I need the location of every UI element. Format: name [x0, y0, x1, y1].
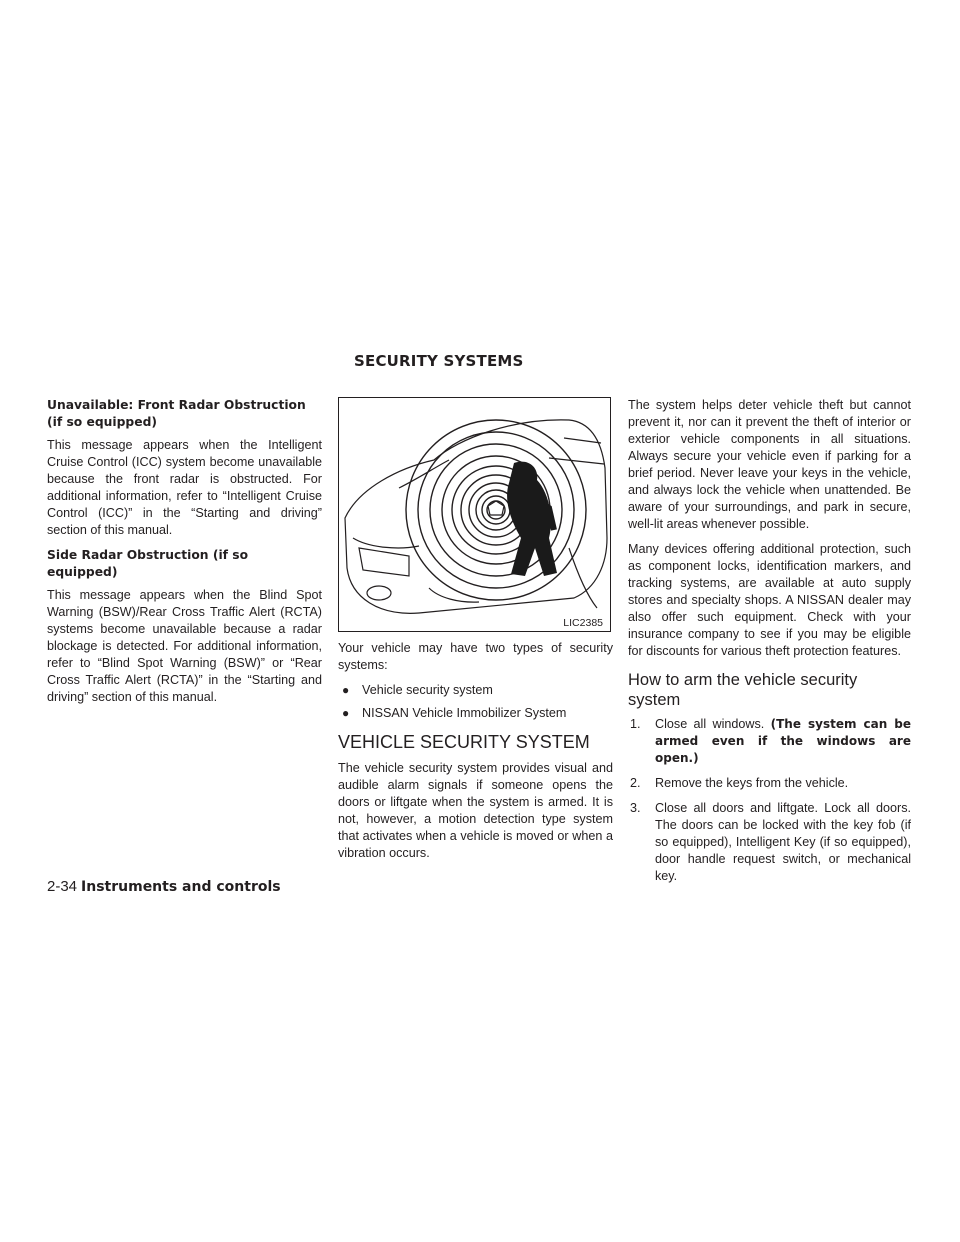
bullet-icon: ●	[342, 706, 350, 720]
chapter-title: Instruments and controls	[81, 879, 281, 895]
step-item: 1. Close all windows. (The system can be armed even if the windows are open.)	[630, 717, 912, 765]
paragraph-devices: Many devices offering additional protection, such as component locks, identification markers, and tracking systems, are available at auto supply stores and specialty shops. A NISSAN dealer may also offer such equipment. Check with your insurance company to see if you may be eligible for discounts for various theft protection features.	[628, 542, 911, 658]
column-right	[628, 397, 911, 893]
security-types-list	[338, 682, 613, 722]
heading-vehicle-security: VEHICLE SECURITY SYSTEM	[338, 732, 590, 752]
security-illustration	[338, 397, 611, 632]
list-item: ● NISSAN Vehicle Immobilizer System	[342, 706, 567, 720]
heading-arm-system: How to arm the vehicle security system	[628, 671, 858, 709]
section-title: SECURITY SYSTEMS	[354, 352, 524, 370]
column-middle	[338, 397, 613, 870]
paragraph-side-radar: This message appears when the Blind Spot Warning (BSW)/Rear Cross Traffic Alert (RCTA) systems become unavailable because a radar blockage is detected. For additional information, refer to “Blind Spot Warning (BSW)” or “Rear Cross Traffic Alert (RCTA)” in the “Starting and driving” section of this manual.	[47, 588, 322, 704]
paragraph-vehicle-security: The vehicle security system provides visual and audible alarm signals if someone opens the doors or liftgate when the system is armed. It is not, however, a motion detection type system that activates when a vehicle is moved or when a vibration occurs.	[338, 761, 613, 860]
column-left	[47, 397, 322, 714]
subheading-side-radar: Side Radar Obstruction (if so equipped)	[47, 548, 249, 579]
page-footer	[47, 878, 281, 895]
page-number: 2-34	[47, 878, 78, 895]
subheading-front-radar: Unavailable: Front Radar Obstruction (if so equipped)	[47, 398, 306, 429]
paragraph-front-radar: This message appears when the Intelligent Cruise Control (ICC) system become unavailable because the front radar is obstructed. For additional information, refer to “Intelligent Cruise Control (ICC)” in the “Starting and driving” section of this manual.	[47, 438, 322, 537]
figure-id: LIC2385	[563, 617, 603, 629]
arming-steps	[628, 716, 911, 885]
list-item: ● Vehicle security system	[342, 683, 493, 697]
bullet-icon: ●	[342, 683, 350, 697]
vehicle-alarm-illustration	[339, 398, 611, 632]
paragraph-intro: Your vehicle may have two types of security systems:	[338, 641, 613, 672]
step-item: 3. Close all doors and liftgate. Lock all doors. The doors can be locked with the key fob (if so equipped), Intelligent Key (if so equipped), door handle request switch, or mechanical key.	[630, 801, 911, 883]
paragraph-deter-theft: The system helps deter vehicle theft but cannot prevent it, nor can it prevent the theft of interior or exterior vehicle components in all situations. Always secure your vehicle even if parking for a brief period. Never leave your keys in the vehicle, and always lock the vehicle when unattended. Be aware of your surroundings, and park in secure, well-lit areas whenever possible.	[628, 398, 911, 531]
step-item: 2. Remove the keys from the vehicle.	[630, 776, 849, 790]
